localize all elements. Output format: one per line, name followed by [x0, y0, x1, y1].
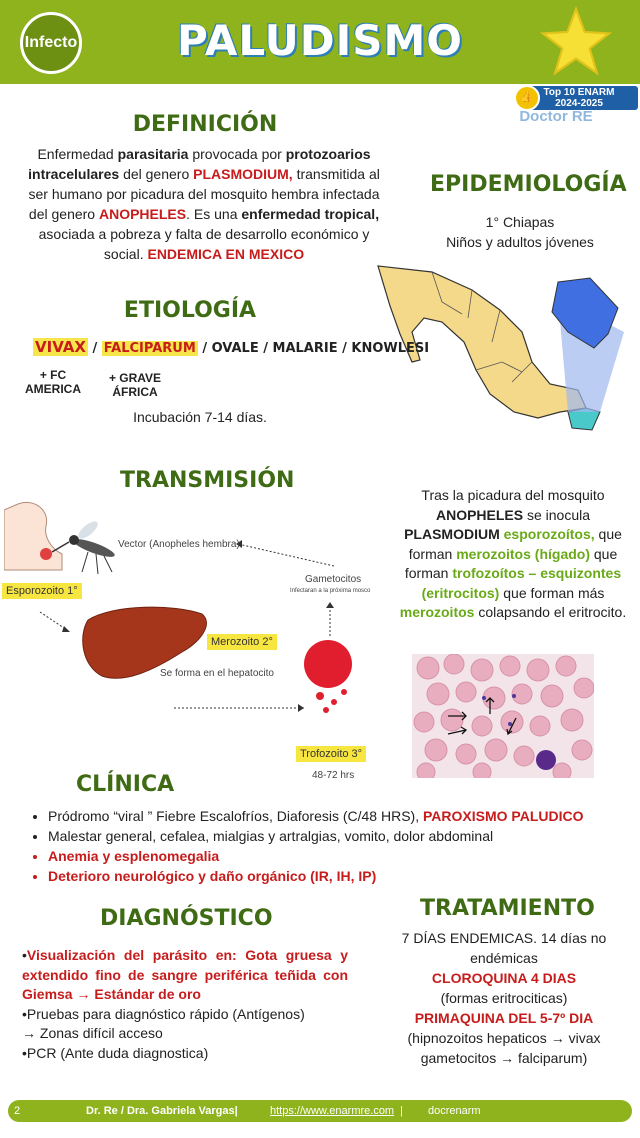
- footer-separator: |: [400, 1105, 403, 1117]
- clinica-item: • Pródromo “viral ” Fiebre Escalofríos, Diaforesis (C/48 HRS), PAROXISMO PALUDICO: [48, 806, 584, 826]
- thumbs-up-icon: 👍: [514, 85, 540, 111]
- gametocitos-label: Gametocitos: [305, 574, 362, 585]
- footer-authors: Dr. Re / Dra. Gabriela Vargas|: [86, 1105, 238, 1117]
- footer-url-link[interactable]: https://www.enarmre.com: [270, 1105, 395, 1117]
- merozoito-label: Merozoito 2°: [207, 634, 277, 650]
- page-number: 2: [14, 1105, 21, 1117]
- infecto-logo: Infecto: [20, 12, 82, 74]
- trofozoito-label: Trofozoito 3°: [296, 746, 366, 762]
- hepatocito-label: Se forma en el hepatocito: [160, 668, 274, 679]
- doctor-re-brand: Doctor RE: [519, 108, 593, 125]
- hrs-label: 48-72 hrs: [312, 770, 355, 781]
- transmision-text: Tras la picadura del mosquito ANOPHELES se inocula PLASMODIUM esporozoítos, que forman merozoitos (hígado) que forman trofozoítos – esquizontes (eritrocitos) que forman más merozoitos colapsando el eritrocito.: [399, 487, 627, 620]
- badge-line2: 2024-2025: [555, 98, 603, 109]
- footer-bar: [8, 1100, 632, 1122]
- diagnostico-text: •Visualización del parásito en: Gota gruesa y extendido fino de sangre periférica teñida con Giemsa → Estándar de oro •Pruebas para diagnóstico rápido (Antígenos) → Zonas difícil acceso •PCR (Ante duda diagnostica): [22, 947, 348, 1061]
- definicion-heading: DEFINICIÓN: [132, 112, 278, 137]
- tratamiento-text: 7 DÍAS ENDEMICAS. 14 días no endémicas CLOROQUINA 4 DIAS (formas eritrociticas) PRIMAQUINA DEL 5-7º DIA (hipnozoitos hepaticos → vivax gametocitos → falciparum): [401, 930, 607, 1066]
- clinica-item: • Malestar general, cefalea, mialgias y artralgias, vomito, dolor abdominal: [48, 826, 584, 846]
- star-icon: [540, 6, 612, 78]
- definicion-text: Enfermedad parasitaria provocada por protozoarios intracelulares del genero PLASMODIUM, transmitida al ser humano por picadura del mosquito hembra infectada del genero ANOPHELES. Es una enfermedad tropical, asociada a pobreza y falta de desarrollo económico y social. ENDEMICA EN MEXICO: [28, 146, 380, 262]
- clinica-list: [30, 806, 584, 886]
- epidemiologia-line1: 1° Chiapas: [485, 214, 555, 230]
- etiologia-grave: + GRAVE ÁFRICA: [108, 371, 162, 399]
- etiologia-species: VIVAX / FALCIPARUM / OVALE / MALARIE / KNOWLESI: [35, 338, 430, 356]
- esporozoito-label: Esporozoito 1°: [2, 583, 82, 599]
- gametocitos-sublabel: Infectaran a la próxima mosco: [290, 588, 371, 594]
- top10-badge: [520, 86, 638, 110]
- etiologia-heading: ETIOLOGÍA: [123, 298, 257, 323]
- red-blood-cell-icon: [304, 640, 352, 713]
- transmision-heading: TRANSMISIÓN: [120, 468, 295, 493]
- epidemiologia-line2: Niños y adultos jóvenes: [446, 234, 594, 250]
- incubacion: Incubación 7-14 días.: [133, 409, 267, 425]
- etiologia-fc: + FC AMERICA: [25, 368, 81, 396]
- mexico-map: [372, 262, 634, 452]
- clinica-heading: CLÍNICA: [76, 772, 175, 797]
- epidemiologia-heading: EPIDEMIOLOGÍA: [430, 172, 627, 197]
- page-title: PALUDISMO: [176, 16, 464, 65]
- clinica-item: • Anemia y esplenomegalia: [48, 846, 584, 866]
- badge-line1: Top 10 ENARM: [543, 87, 615, 98]
- diagnostico-heading: DIAGNÓSTICO: [100, 906, 273, 931]
- vector-label: Vector (Anopheles hembra): [118, 539, 240, 550]
- clinica-item: • Deterioro neurológico y daño orgánico (IR, IH, IP): [48, 866, 584, 886]
- footer-handle: docrenarm: [428, 1105, 481, 1117]
- blood-smear-image: [412, 654, 594, 778]
- tratamiento-heading: TRATAMIENTO: [420, 896, 595, 921]
